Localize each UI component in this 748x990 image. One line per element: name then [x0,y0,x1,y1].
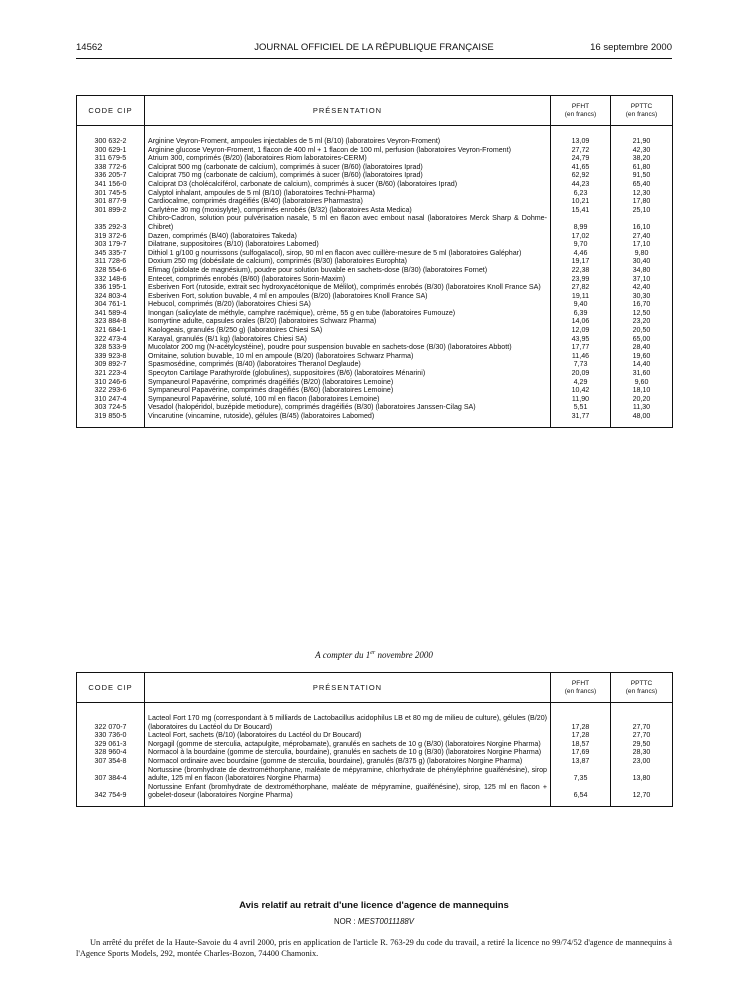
ppttc-cell: 27,70 [632,731,651,740]
cip-cell: 345 335-7 [77,249,145,258]
presentation-cell: Calciprat 750 mg (carbonate de calcium), comprimés à sucer (B/60) (laboratoires Iprad) [145,171,551,180]
cip-cell: 321 223-4 [77,369,145,378]
table-row [77,163,673,172]
cip-cell: 303 179-7 [77,240,145,249]
presentation-cell: Kaologeais, granulés (B/250 g) (laboratoires Chiesi SA) [145,326,551,335]
table-row [77,343,673,352]
ppttc-cell: 16,70 [632,300,651,309]
ppttc-cell: 23,00 [632,756,651,765]
presentation-cell: Dithiol 1 g/100 g nourrissons (sulfogaïacol), sirop, 90 ml en flacon avec cuillère-mesure de 5 ml (laboratoires Galéphar) [145,249,551,258]
ppttc-cell: 30,40 [632,257,651,266]
table-row [77,257,673,266]
pfht-cell: 4,46 [551,249,611,258]
presentation-cell: Normacol ordinaire avec bourdaine (gomme de sterculia, bourdaine), granulés (B/375 g) (laboratoires Norgine Pharma) [145,757,551,766]
cip-cell: 328 960-4 [77,748,145,757]
cip-cell: 336 205-7 [77,171,145,180]
presentation-cell: Chibro-Cadron, solution pour pulvérisation nasale, 5 ml en flacon avec embout nasal (laboratoires Merck Sharp & Dohme-Chibret) [145,214,551,231]
cip-cell: 310 247-4 [77,395,145,404]
presentation-cell: Doxium 250 mg (dobésilate de calcium), comprimés (B/30) (laboratoires Europhta) [145,257,551,266]
presentation-cell: Hebucol, comprimés (B/20) (laboratoires Chiesi SA) [145,300,551,309]
ppttc-cell: 31,60 [632,369,651,378]
pfht-cell: 8,99 [551,214,611,231]
presentation-cell: Lacteol Fort 170 mg (correspondant à 5 milliards de Lactobacillus acidophilus LB et 80 mg de milieu de culture), gélules (B/20) (laboratoires du Lactéol du Dr Boucard) [145,714,551,731]
table-header-row [77,96,673,126]
ppttc-cell: 23,20 [632,317,651,326]
table-row [77,731,673,740]
ppttc-cell: 12,70 [632,791,651,800]
cip-cell: 319 372-6 [77,232,145,241]
ppttc-cell: 29,50 [632,739,651,748]
cip-cell: 328 533-9 [77,343,145,352]
pfht-cell: 9,40 [551,300,611,309]
pfht-cell: 10,42 [551,386,611,395]
ppttc-cell: 30,30 [632,291,651,300]
ppttc-cell: 25,10 [632,205,651,214]
table-row [77,386,673,395]
cip-cell: 304 761-1 [77,300,145,309]
column-header-cip: CODE CIP [77,96,145,126]
pfht-cell: 17,77 [551,343,611,352]
table-row [77,266,673,275]
pfht-cell: 23,99 [551,275,611,284]
pfht-cell: 43,95 [551,335,611,344]
ppttc-cell: 48,00 [632,412,651,420]
table-row [77,240,673,249]
table-row [77,395,673,404]
cip-cell: 301 899-2 [77,206,145,215]
cip-cell: 309 892-7 [77,360,145,369]
table-row [77,137,673,146]
cip-cell: 300 632-2 [77,137,145,146]
table-row [77,378,673,387]
pfht-cell: 10,21 [551,197,611,206]
pfht-cell: 62,92 [551,171,611,180]
table-row [77,275,673,284]
cip-cell: 341 589-4 [77,309,145,318]
section-subheading: A compter du 1er novembre 2000 [315,650,433,660]
cip-cell: 341 156-0 [77,180,145,189]
cip-cell: 311 679-5 [77,154,145,163]
presentation-cell: Mucolator 200 mg (N-acétylcystéine), poudre pour suspension buvable en sachets-dose (B/30) (laboratoires Abbott) [145,343,551,352]
ppttc-cell: 12,50 [632,308,651,317]
notice-title: Avis relatif au retrait d'une licence d'agence de mannequins [239,900,509,911]
presentation-cell: Cardiocalme, comprimés dragéifiés (B/40) (laboratoires Pharmastra) [145,197,551,206]
ppttc-cell: 17,10 [632,240,651,249]
price-table-2 [76,672,673,807]
journal-title: JOURNAL OFFICIEL DE LA RÉPUBLIQUE FRANÇAISE [254,42,494,53]
column-header-pfht: PFHT (en francs) [551,673,611,703]
presentation-cell: Calyptol inhalant, ampoules de 5 ml (B/10) (laboratoires Techni-Pharma) [145,189,551,198]
pfht-cell: 6,23 [551,189,611,198]
presentation-cell: Dilatrane, suppositoires (B/10) (laboratoires Labomed) [145,240,551,249]
presentation-cell: Sympaneurol Papavérine, comprimés dragéifiés (B/60) (laboratoires Lemoine) [145,386,551,395]
presentation-cell: Sympaneurol Papavérine, soluté, 100 ml en flacon (laboratoires Lemoine) [145,395,551,404]
cip-cell: 322 070-7 [77,714,145,731]
table-row [77,360,673,369]
pfht-cell: 11,90 [551,395,611,404]
pfht-cell: 31,77 [551,412,611,421]
column-header-cip: CODE CIP [77,673,145,703]
column-header-presentation: PRÉSENTATION [145,673,551,703]
table-row [77,740,673,749]
presentation-cell: Vesadol (halopéridol, buzépide metiodure), comprimés dragéifiés (B/30) (laboratoires Janssen-Cilag SA) [145,403,551,412]
publication-date: 16 septembre 2000 [590,42,672,53]
page-header [76,42,672,56]
presentation-cell: Norgagil (gomme de sterculia, actapulgite, méprobamate), granulés en sachets de 10 g (B/30) (laboratoires Norgine Pharma) [145,740,551,749]
pfht-cell: 27,82 [551,283,611,292]
nor-reference: NOR : MEST0011188V [334,917,414,926]
cip-cell: 301 745-5 [77,189,145,198]
column-header-presentation: PRÉSENTATION [145,96,551,126]
ppttc-cell: 13,80 [632,774,651,783]
ppttc-cell: 9,80 [634,248,649,257]
cip-cell: 332 148-6 [77,275,145,284]
table-row [77,249,673,258]
table-row [77,180,673,189]
pfht-cell: 17,02 [551,232,611,241]
ppttc-cell: 37,10 [632,274,651,283]
cip-cell: 307 354-8 [77,757,145,766]
price-table-1 [76,95,673,428]
table-row [77,783,673,800]
cip-cell: 339 923-8 [77,352,145,361]
pfht-cell: 20,09 [551,369,611,378]
cip-cell: 323 884-8 [77,317,145,326]
ppttc-cell: 19,60 [632,351,651,360]
presentation-cell: Atrium 300, comprimés (B/20) (laboratoires Riom laboratoires-CERM) [145,154,551,163]
pfht-cell: 12,09 [551,326,611,335]
table-row [77,335,673,344]
table-row [77,189,673,198]
cip-cell: 328 554-6 [77,266,145,275]
ppttc-cell: 16,10 [632,222,651,231]
pfht-cell: 24,79 [551,154,611,163]
table-row [77,757,673,766]
presentation-cell: Specyton Cartilage Parathyroïde (globulines), suppositoires (B/6) (laboratoires Ménarini) [145,369,551,378]
presentation-cell: Lacteol Fort, sachets (B/10) (laboratoires du Lactéol du Dr Boucard) [145,731,551,740]
ppttc-cell: 65,40 [632,179,651,188]
pfht-cell: 6,39 [551,309,611,318]
pfht-cell: 15,41 [551,206,611,215]
presentation-cell: Esberiven Fort (rutoside, extrait sec hydroxyacétonique de Mélilot), comprimés enrobés (B/30) (laboratoires Knoll France SA) [145,283,551,292]
pfht-cell: 9,70 [551,240,611,249]
table-row [77,369,673,378]
cip-cell: 330 736-0 [77,731,145,740]
cip-cell: 307 384-4 [77,766,145,783]
presentation-cell: Entecet, comprimés enrobés (B/60) (laboratoires Sorin-Maxim) [145,275,551,284]
pfht-cell: 7,35 [551,766,611,783]
table-row [77,326,673,335]
ppttc-cell: 12,30 [632,188,651,197]
ppttc-cell: 42,30 [632,145,651,154]
cip-cell: 319 850-5 [77,412,145,421]
ppttc-cell: 20,20 [632,394,651,403]
presentation-cell: Calciprat D3 (cholécalciférol, carbonate de calcium), comprimés à sucer (B/60) (laboratoires Iprad) [145,180,551,189]
cip-cell: 335 292-3 [77,214,145,231]
presentation-cell: Isomyrtine adulte, capsules orales (B/20) (laboratoires Schwarz Pharma) [145,317,551,326]
pfht-cell: 11,46 [551,352,611,361]
pfht-cell: 13,87 [551,757,611,766]
presentation-cell: Sympaneurol Papavérine, comprimés dragéifiés (B/20) (laboratoires Lemoine) [145,378,551,387]
table-row [77,283,673,292]
pfht-cell: 7,73 [551,360,611,369]
cip-cell: 336 195-1 [77,283,145,292]
presentation-cell: Vincarutine (vincamine, rutoside), gélules (B/45) (laboratoires Labomed) [145,412,551,421]
ppttc-cell: 17,80 [632,197,651,206]
cip-cell: 301 877-9 [77,197,145,206]
pfht-cell: 5,51 [551,403,611,412]
table-row [77,171,673,180]
ppttc-cell: 61,80 [632,162,651,171]
presentation-cell: Carlytène 30 mg (moxisylyte), comprimés enrobés (B/32) (laboratoires Asta Medica) [145,206,551,215]
table-header-row [77,673,673,703]
table-row [77,766,673,783]
presentation-cell: Nortussine Enfant (bromhydrate de dextrométhorphane, maléate de mépyramine, guaifénésine), sirop, 125 ml en flacon + gobelet-doseur (laboratoires Norgine Pharma) [145,783,551,800]
table-row [77,197,673,206]
notice-body: Un arrêté du préfet de la Haute-Savoie du 4 avril 2000, pris en application de l'article R. 763-29 du code du travail, a retiré la licence no 99/74/52 d'agence de mannequins à l'Agence Sports Models, 292, montée Charles-Bozon, 74400 Chamonix. [76,938,672,958]
cip-cell: 322 293-6 [77,386,145,395]
presentation-cell: Efimag (pidolate de magnésium), poudre pour solution buvable en sachets-dose (B/30) (laboratoires Fornet) [145,266,551,275]
ppttc-cell: 14,40 [632,360,651,369]
table-body-1 [77,126,673,428]
presentation-cell: Esberiven Fort, solution buvable, 4 ml en ampoules (B/20) (laboratoires Knoll France SA) [145,292,551,301]
table-row [77,714,673,731]
presentation-cell: Nortussine (bromhydrate de dextrométhorphane, maléate de mépyramine, chlorhydrate de phényléphrine guaifénésine), sirop adulte, 125 ml en flacon (laboratoires Norgine Pharma) [145,766,551,783]
ppttc-cell: 28,30 [632,748,651,757]
presentation-cell: Ornitaine, solution buvable, 10 ml en ampoule (B/20) (laboratoires Schwarz Pharma) [145,352,551,361]
pfht-cell: 17,28 [551,731,611,740]
cip-cell: 300 629-1 [77,146,145,155]
table-row [77,300,673,309]
pfht-cell: 22,38 [551,266,611,275]
pfht-cell: 6,54 [551,783,611,800]
pfht-cell: 17,28 [551,714,611,731]
ppttc-cell: 65,00 [632,334,651,343]
table-row [77,232,673,241]
pfht-cell: 19,11 [551,292,611,301]
table-row [77,309,673,318]
ppttc-cell: 27,70 [632,722,651,731]
cip-cell: 322 473-4 [77,335,145,344]
column-header-ppttc: PPTTC (en francs) [611,673,673,703]
header-rule [76,58,672,59]
presentation-cell: Calciprat 500 mg (carbonate de calcium), comprimés à sucer (B/60) (laboratoires Iprad) [145,163,551,172]
cip-cell: 324 803-4 [77,292,145,301]
ppttc-cell: 38,20 [632,154,651,163]
page-number: 14562 [76,42,103,53]
table-row [77,214,673,231]
ppttc-cell: 20,50 [632,326,651,335]
cip-cell: 338 772-6 [77,163,145,172]
ppttc-cell: 42,40 [632,283,651,292]
ppttc-cell: 91,50 [632,171,651,180]
ppttc-cell: 34,80 [632,265,651,274]
presentation-cell: Normacol à la bourdaine (gomme de sterculia, bourdaine), granulés en sachets de 10 g (B/30) (laboratoires Norgine Pharma) [145,748,551,757]
pfht-cell: 27,72 [551,146,611,155]
ppttc-cell: 9,60 [634,377,649,386]
cip-cell: 311 728-6 [77,257,145,266]
cip-cell: 321 684-1 [77,326,145,335]
ppttc-cell: 28,40 [632,343,651,352]
table-row [77,403,673,412]
presentation-cell: Inongan (salicylate de méthyle, camphre racémique), crème, 55 g en tube (laboratoires Fumouze) [145,309,551,318]
cip-cell: 329 061-3 [77,740,145,749]
table-row [77,748,673,757]
table-row [77,146,673,155]
cip-cell: 342 754-9 [77,783,145,800]
ppttc-cell: 11,30 [632,403,651,412]
ppttc-cell: 18,10 [632,386,651,395]
cip-cell: 303 724-5 [77,403,145,412]
pfht-cell: 41,65 [551,163,611,172]
presentation-cell: Spasmosédine, comprimés (B/40) (laboratoires Theranol Deglaude) [145,360,551,369]
pfht-cell: 13,09 [551,137,611,146]
pfht-cell: 14,06 [551,317,611,326]
table-row [77,154,673,163]
column-header-ppttc: PPTTC (en francs) [611,96,673,126]
pfht-cell: 44,23 [551,180,611,189]
column-header-pfht: PFHT (en francs) [551,96,611,126]
ppttc-cell: 27,40 [632,231,651,240]
pfht-cell: 17,69 [551,748,611,757]
presentation-cell: Dazen, comprimés (B/40) (laboratoires Takeda) [145,232,551,241]
table-row [77,292,673,301]
ppttc-cell: 21,90 [632,137,651,145]
pfht-cell: 19,17 [551,257,611,266]
table-row [77,412,673,421]
presentation-cell: Arginine glucose Veyron-Froment, 1 flacon de 400 ml + 1 flacon de 100 ml, perfusion (laboratoires Veyron-Froment) [145,146,551,155]
presentation-cell: Karayal, granulés (B/1 kg) (laboratoires Chiesi SA) [145,335,551,344]
cip-cell: 310 246-6 [77,378,145,387]
table-row [77,206,673,215]
presentation-cell: Arginine Veyron-Froment, ampoules injectables de 5 ml (B/10) (laboratoires Veyron-Froment) [145,137,551,146]
table-body-2 [77,703,673,807]
table-row [77,352,673,361]
pfht-cell: 4,29 [551,378,611,387]
pfht-cell: 18,57 [551,740,611,749]
table-row [77,317,673,326]
